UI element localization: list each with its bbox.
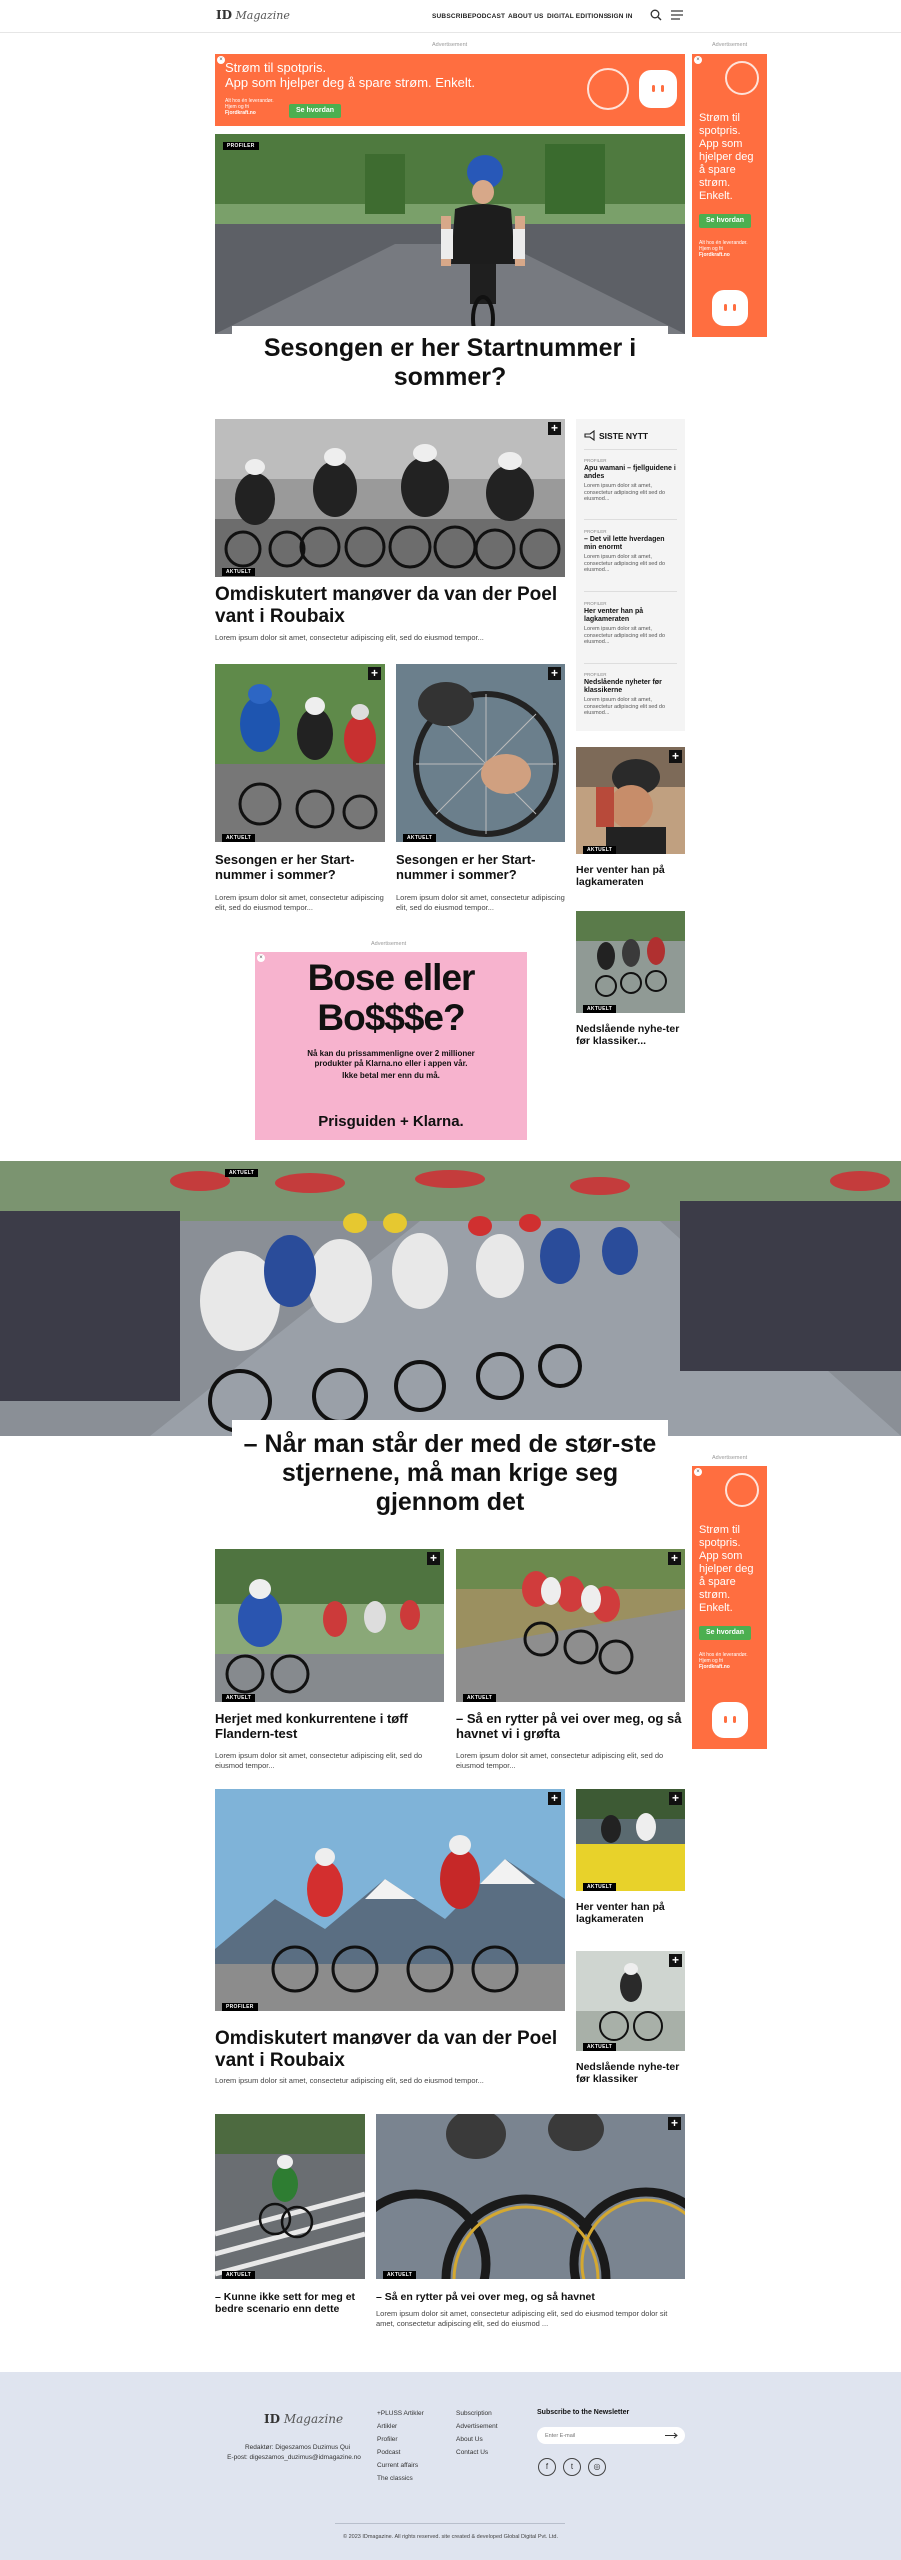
article-card-tag: AKTUELT bbox=[463, 1694, 496, 1702]
side-ad-2[interactable] bbox=[692, 1466, 767, 1749]
footer-link[interactable]: Subscription bbox=[456, 2410, 492, 2417]
article-card-title[interactable]: – Så en rytter på vei over meg, og så havnet vi i grøfta bbox=[456, 1711, 682, 1741]
footer-link[interactable]: The classics bbox=[377, 2475, 413, 2482]
latest-item-category: PROFILER bbox=[584, 672, 607, 677]
footer-link[interactable]: Artikler bbox=[377, 2423, 398, 2430]
banner-tag: AKTUELT bbox=[225, 1169, 258, 1177]
arrow-right-icon[interactable] bbox=[665, 2432, 679, 2439]
side-card-title[interactable]: Nedslående nyhe-ter før klassiker... bbox=[576, 1023, 680, 1047]
latest-item-category: PROFILER bbox=[584, 601, 607, 606]
article-card-excerpt: Lorem ipsum dolor sit amet, consectetur adipiscing elit, sed do eiusmod tempor dolor sit amet, consectetur adipiscing elit, sed do eiusmod ... bbox=[376, 2309, 668, 2328]
nav-subscribe[interactable]: SUBSCRIBE bbox=[432, 13, 473, 20]
side-card-image[interactable] bbox=[576, 1951, 685, 2051]
article-card-image[interactable] bbox=[396, 664, 565, 842]
side-card-title[interactable]: Her venter han på lagkameraten bbox=[576, 1901, 665, 1925]
ad-close-icon[interactable]: × bbox=[217, 56, 225, 64]
side-ad-button[interactable]: Se hvordan bbox=[699, 214, 751, 228]
feature-image[interactable] bbox=[215, 1789, 565, 2011]
top-ad-button[interactable]: Se hvordan bbox=[289, 104, 341, 118]
menu-icon[interactable] bbox=[671, 10, 683, 20]
side-ad-headline: Strøm til spotpris. App som hjelper deg å spare strøm. Enkelt. bbox=[699, 112, 754, 202]
klarna-ad[interactable] bbox=[255, 952, 527, 1140]
pink-ad-sub-3: Ikke betal mer enn du må. bbox=[342, 1071, 440, 1080]
footer-link[interactable]: Profiler bbox=[377, 2436, 398, 2443]
search-icon[interactable] bbox=[650, 9, 662, 21]
side-card-tag: AKTUELT bbox=[583, 2043, 616, 2051]
article-card-excerpt: Lorem ipsum dolor sit amet, consectetur adipiscing elit, sed do eiusmod tempor... bbox=[396, 893, 565, 912]
hero-title[interactable]: Sesongen er her Startnummer i sommer? bbox=[232, 326, 668, 398]
main-article-excerpt: Lorem ipsum dolor sit amet, consectetur adipiscing elit, sed do eiusmod tempor... bbox=[215, 633, 484, 642]
side-card-tag: AKTUELT bbox=[583, 846, 616, 854]
add-icon[interactable]: + bbox=[669, 1792, 682, 1805]
wheel-repair-photo bbox=[396, 664, 565, 842]
article-card-tag: AKTUELT bbox=[222, 1694, 255, 1702]
side-card-image[interactable] bbox=[576, 1789, 685, 1891]
top-ad-banner[interactable] bbox=[215, 54, 685, 126]
site-footer bbox=[0, 2372, 901, 2560]
ad-mascot-graphic bbox=[639, 70, 677, 108]
add-icon[interactable]: + bbox=[427, 1552, 440, 1565]
add-icon[interactable]: + bbox=[548, 667, 561, 680]
side-card-tag: AKTUELT bbox=[583, 1883, 616, 1891]
side-card-title[interactable]: Nedslående nyhe-ter før klassiker bbox=[576, 2061, 680, 2085]
article-card-tag: AKTUELT bbox=[222, 2271, 255, 2279]
banner-image[interactable] bbox=[0, 1161, 901, 1436]
hero-image[interactable] bbox=[215, 134, 685, 334]
footer-email[interactable]: E-post: digeszamos_duzimus@idmagazine.no bbox=[227, 2454, 361, 2461]
article-card-image[interactable] bbox=[456, 1549, 685, 1702]
main-article-image[interactable] bbox=[215, 419, 565, 577]
main-article-tag: AKTUELT bbox=[222, 568, 255, 576]
footer-link[interactable]: Current affairs bbox=[377, 2462, 419, 2469]
megaphone-icon bbox=[584, 430, 595, 441]
site-logo[interactable]: ID Magazine bbox=[216, 8, 290, 22]
article-card-excerpt: Lorem ipsum dolor sit amet, consectetur adipiscing elit, sed do eiusmod tempor... bbox=[215, 893, 384, 912]
divider bbox=[584, 519, 677, 520]
race-crowd-photo bbox=[0, 1161, 901, 1436]
side-card-tag: AKTUELT bbox=[583, 1005, 616, 1013]
facebook-icon[interactable]: f bbox=[538, 2458, 556, 2476]
mountain-cyclists-photo bbox=[215, 1789, 565, 2011]
footer-editor: Redaktør: Digeszamos Duzimus Qui bbox=[244, 2444, 351, 2451]
add-icon[interactable]: + bbox=[368, 667, 381, 680]
side-ad-1[interactable] bbox=[692, 54, 767, 337]
pink-ad-line-1: Bose eller bbox=[307, 957, 475, 998]
footer-copyright: © 2023 IDmagazine. All rights reserved. site created & developed Global Digital Pvt. Ltd. bbox=[343, 2534, 558, 2540]
side-card-image[interactable] bbox=[576, 747, 685, 854]
footer-link[interactable]: Contact Us bbox=[456, 2449, 489, 2456]
top-ad-headline-1: Strøm til spotpris. bbox=[225, 60, 327, 75]
ad-ring-graphic bbox=[725, 1473, 759, 1507]
ditch-crash-photo bbox=[456, 1549, 685, 1702]
nav-digital-editions[interactable]: DIGITAL EDITIONS bbox=[547, 13, 609, 20]
article-card-title[interactable]: Sesongen er her Start-nummer i sommer? bbox=[215, 852, 355, 882]
add-icon[interactable]: + bbox=[668, 1552, 681, 1565]
pink-ad-brand: Prisguiden + Klarna. bbox=[318, 1113, 464, 1130]
footer-link[interactable]: About Us bbox=[456, 2436, 483, 2443]
bike-wheels-photo bbox=[376, 2114, 685, 2279]
footer-divider bbox=[335, 2523, 565, 2524]
latest-item-title[interactable]: Her venter han på lagkameraten bbox=[584, 608, 644, 623]
nav-about-us[interactable]: ABOUT US bbox=[508, 13, 544, 20]
pink-ad-sub-2: produkter på Klarna.no eller i appen vår. bbox=[314, 1059, 468, 1068]
side-ad-small-2: Hjem og fri bbox=[699, 1658, 724, 1664]
ad-close-icon[interactable]: × bbox=[694, 1468, 702, 1476]
divider bbox=[584, 663, 677, 664]
footer-logo[interactable]: ID Magazine bbox=[264, 2412, 344, 2426]
pink-ad-sub-1: Nå kan du prissammenligne over 2 millioner bbox=[307, 1049, 475, 1058]
cyclist-drinking-photo bbox=[576, 747, 685, 854]
peloton-bw-photo bbox=[215, 419, 565, 577]
instagram-icon[interactable]: ◎ bbox=[588, 2458, 606, 2476]
article-card-image[interactable] bbox=[215, 2114, 365, 2279]
add-icon[interactable]: + bbox=[668, 2117, 681, 2130]
banner-title[interactable]: – Når man står der med de stør-ste stjernene, må man krige seg gjennom det bbox=[232, 1420, 668, 1520]
divider bbox=[584, 449, 677, 450]
side-ad-small-3: Fjordkraft.no bbox=[699, 252, 730, 258]
latest-item-text: Lorem ipsum dolor sit amet, consectetur adipiscing elit sed do eiusmod... bbox=[584, 697, 666, 716]
top-ad-small-1: Alt hos én leverandør. bbox=[225, 98, 274, 104]
article-card-image[interactable] bbox=[215, 1549, 444, 1702]
latest-item-title[interactable]: Apu wamani – fjellguidene i andes bbox=[584, 465, 676, 480]
site-header bbox=[0, 0, 901, 33]
article-card-tag: AKTUELT bbox=[403, 834, 436, 842]
feature-excerpt: Lorem ipsum dolor sit amet, consectetur adipiscing elit, sed do eiusmod tempor... bbox=[215, 2076, 484, 2085]
latest-news-heading: SISTE NYTT bbox=[599, 431, 649, 441]
ad-mascot-graphic bbox=[712, 290, 748, 326]
nav-podcast[interactable]: PODCAST bbox=[472, 13, 506, 20]
side-ad-small-1: Alt hos én leverandør. bbox=[699, 1652, 748, 1658]
ad-ring-graphic bbox=[725, 61, 759, 95]
add-icon[interactable]: + bbox=[548, 422, 561, 435]
side-ad-small-1: Alt hos én leverandør. bbox=[699, 240, 748, 246]
footer-link[interactable]: Podcast bbox=[377, 2449, 401, 2456]
add-icon[interactable]: + bbox=[669, 750, 682, 763]
add-icon[interactable]: + bbox=[548, 1792, 561, 1805]
hero-cyclist-photo bbox=[215, 134, 685, 334]
latest-item-category: PROFILER bbox=[584, 529, 607, 534]
side-ad-small-3: Fjordkraft.no bbox=[699, 1664, 730, 1670]
twitter-icon[interactable]: t bbox=[563, 2458, 581, 2476]
article-card-title[interactable]: – Så en rytter på vei over meg, og så havnet bbox=[376, 2291, 595, 2303]
footer-link[interactable]: +PLUSS Artikler bbox=[377, 2410, 424, 2417]
hero-tag: PROFILER bbox=[223, 142, 259, 150]
feature-title[interactable]: Omdiskutert manøver da van der Poel vant i Roubaix bbox=[215, 2028, 558, 2071]
latest-item-text: Lorem ipsum dolor sit amet, consectetur adipiscing elit sed do eiusmod... bbox=[584, 483, 666, 502]
ad-ring-graphic bbox=[587, 68, 629, 110]
ad-label: Advertisement bbox=[371, 941, 407, 947]
ad-mascot-graphic bbox=[712, 1702, 748, 1738]
side-ad-headline: Strøm til spotpris. App som hjelper deg å spare strøm. Enkelt. bbox=[699, 1524, 754, 1614]
top-ad-small-2: Hjem og fri bbox=[225, 104, 250, 110]
article-card-title[interactable]: Sesongen er her Start-nummer i sommer? bbox=[396, 852, 536, 882]
side-ad-small-2: Hjem og fri bbox=[699, 246, 724, 252]
top-ad-small-3: Fjordkraft.no bbox=[225, 110, 256, 116]
article-card-excerpt: Lorem ipsum dolor sit amet, consectetur adipiscing elit, sed do eiusmod tempor... bbox=[456, 1751, 664, 1770]
newsletter-title: Subscribe to the Newsletter bbox=[537, 2409, 630, 2416]
latest-item-title[interactable]: Nedslående nyheter før klassikerne bbox=[584, 679, 662, 694]
ad-close-icon[interactable]: × bbox=[257, 954, 265, 962]
article-card-tag: AKTUELT bbox=[222, 834, 255, 842]
side-card-image[interactable] bbox=[576, 911, 685, 1013]
cyclists-group-photo bbox=[215, 664, 385, 842]
latest-item-title[interactable]: – Det vil lette hverdagen min enormt bbox=[584, 536, 665, 551]
main-article-title[interactable]: Omdiskutert manøver da van der Poel vant i Roubaix bbox=[215, 584, 558, 627]
ad-label-side: Advertisement bbox=[712, 42, 748, 48]
latest-item-text: Lorem ipsum dolor sit amet, consectetur adipiscing elit sed do eiusmod... bbox=[584, 626, 666, 645]
add-icon[interactable]: + bbox=[669, 1954, 682, 1967]
latest-news-panel bbox=[576, 419, 685, 731]
latest-item-text: Lorem ipsum dolor sit amet, consectetur adipiscing elit sed do eiusmod... bbox=[584, 554, 666, 573]
newsletter-input-wrap bbox=[537, 2427, 685, 2444]
side-ad-button[interactable]: Se hvordan bbox=[699, 1626, 751, 1640]
newsletter-email-input[interactable] bbox=[545, 2430, 655, 2441]
article-card-excerpt: Lorem ipsum dolor sit amet, consectetur adipiscing elit, sed do eiusmod tempor... bbox=[215, 1751, 423, 1770]
pink-ad-line-2: Bo$$$e? bbox=[317, 997, 465, 1038]
article-card-title[interactable]: Herjet med konkurrentene i tøff Flandern-test bbox=[215, 1711, 408, 1741]
feature-tag: PROFILER bbox=[222, 2003, 258, 2011]
road-cyclist-photo bbox=[215, 2114, 365, 2279]
article-card-image[interactable] bbox=[215, 664, 385, 842]
nav-sign-in[interactable]: SIGN IN bbox=[607, 13, 633, 20]
article-card-image[interactable] bbox=[376, 2114, 685, 2279]
ad-label: Advertisement bbox=[432, 42, 468, 48]
footer-link[interactable]: Advertisement bbox=[456, 2423, 498, 2430]
divider bbox=[584, 591, 677, 592]
latest-item-category: PROFILER bbox=[584, 458, 607, 463]
flandern-race-photo bbox=[215, 1549, 444, 1702]
top-ad-headline-2: App som hjelper deg å spare strøm. Enkelt. bbox=[225, 75, 476, 90]
article-card-title[interactable]: – Kunne ikke sett for meg et bedre scenario enn dette bbox=[215, 2291, 356, 2315]
ad-close-icon[interactable]: × bbox=[694, 56, 702, 64]
article-card-tag: AKTUELT bbox=[383, 2271, 416, 2279]
side-card-title[interactable]: Her venter han på lagkameraten bbox=[576, 864, 665, 888]
ad-label-side: Advertisement bbox=[712, 1455, 748, 1461]
cyclists-road-photo bbox=[576, 911, 685, 1013]
